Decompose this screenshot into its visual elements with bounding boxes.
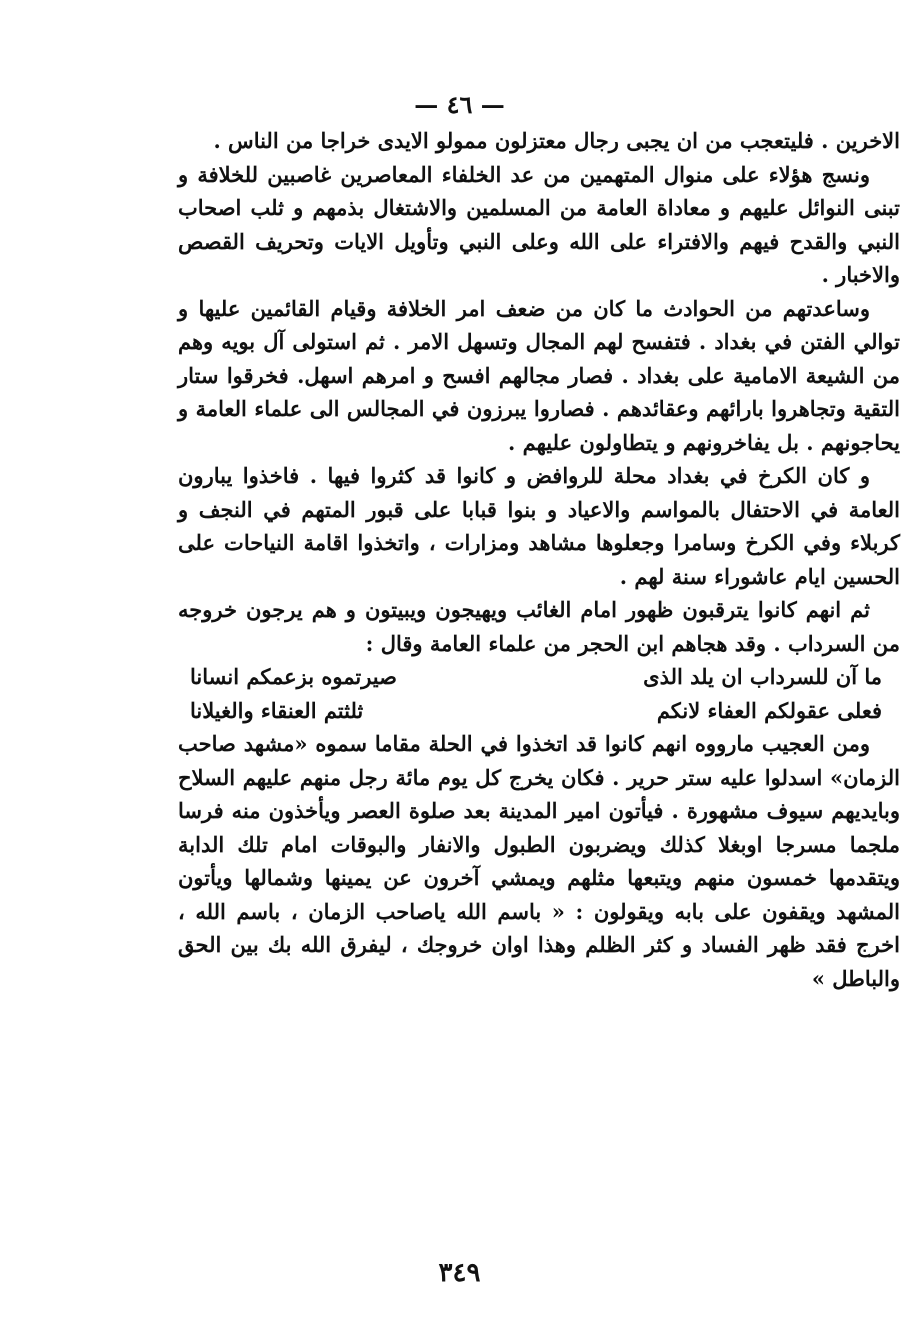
body-text: [178, 124, 900, 995]
verse-line-2-second-hemistich: ثلثتم العنقاء والغيلانا: [190, 697, 364, 723]
verse-line-2: [178, 694, 900, 728]
verse-line-1-second-hemistich: صيرتموه بزعمكم انسانا: [190, 664, 397, 689]
paragraph-4: و كان الكرخ في بغداد محلة للروافض و كانوا قد كثروا فيها . فاخذوا يبارون العامة في الاحتفال بالمواسم والاعياد و بنوا قبابا على قبور المتهم في النجف و كربلاء وفي الكرخ وسامرا وجعلوها مشاهد ومزارات ، واتخذوا اقامة النياحات على الحسين ايام عاشوراء سنة لهم .: [178, 463, 900, 589]
paragraph-2: ونسج هؤلاء على منوال المتهمين من عد الخلفاء المعاصرين غاصبين للخلافة و تبنى النوائل عليهم و معاداة العامة من المسلمين والاشتغال بذمهم و ثلب اصحاب النبي والقدح فيهم والافتراء على الله وعلى النبي وتأويل الايات وتحريف القصص والاخبار .: [178, 161, 900, 287]
verse-line-1-first-hemistich: ما آن للسرداب ان يلد الذى: [643, 664, 882, 689]
page-header-marker: — ٤٦ —: [414, 90, 505, 119]
paragraph-1: الاخرين . فليتعجب من ان يجبى رجال معتزلون ممولو الايدى خراجا من الناس .: [213, 128, 900, 153]
paragraph-6: ومن العجيب مارووه انهم كانوا قد اتخذوا في الحلة مقاما سموه «مشهد صاحب الزمان» اسدلوا عليه ستر حرير . فكان يخرج كل يوم مائة رجل منهم عليهم السلاح وبايديهم سيوف مشهورة . فيأتون امير المدينة بعد صلوة العصر ويأخذون منه فرسا ملجما مسرجا اوبغلا كذلك ويضربون الطبول والانفار والبوقات امام تلك الدابة ويتقدمها خمسون منهم ويتبعها مثلهم ويمشي آخرون عن يمينها وشمالها ويأتون المشهد ويقفون على بابه ويقولون : « باسم الله ياصاحب الزمان ، باسم الله ، اخرج فقد ظهر الفساد و كثر الظلم وهذا اوان خروجك ، ليفرق الله بك بين الحق والباطل »: [178, 731, 900, 991]
paragraph-5: ثم انهم كانوا يترقبون ظهور امام الغائب ويهيجون ويبيتون و هم يرجون خروجه من السرداب . وقد هجاهم ابن الحجر من علماء العامة وقال :: [178, 597, 900, 656]
paragraph-3: وساعدتهم من الحوادث ما كان من ضعف امر الخلافة وقيام القائمين عليها و توالي الفتن في بغداد . فتفسح لهم المجال وتسهل الامر . ثم استولى آل بويه وهم من الشيعة الامامية على بغداد . فصار مجالهم افسح و امرهم اسهل. فخرقوا ستار التقية وتجاهروا بارائهم وعقائدهم . فصاروا يبرزون في المجالس الى علماء العامة و يحاجونهم . بل يفاخرونهم و يتطاولون عليهم .: [178, 295, 900, 455]
verse-line-1: [178, 660, 900, 694]
verse-line-2-first-hemistich: فعلى عقولكم العفاء لانكم: [656, 697, 882, 723]
page-number: ٣٤٩: [438, 1258, 481, 1288]
